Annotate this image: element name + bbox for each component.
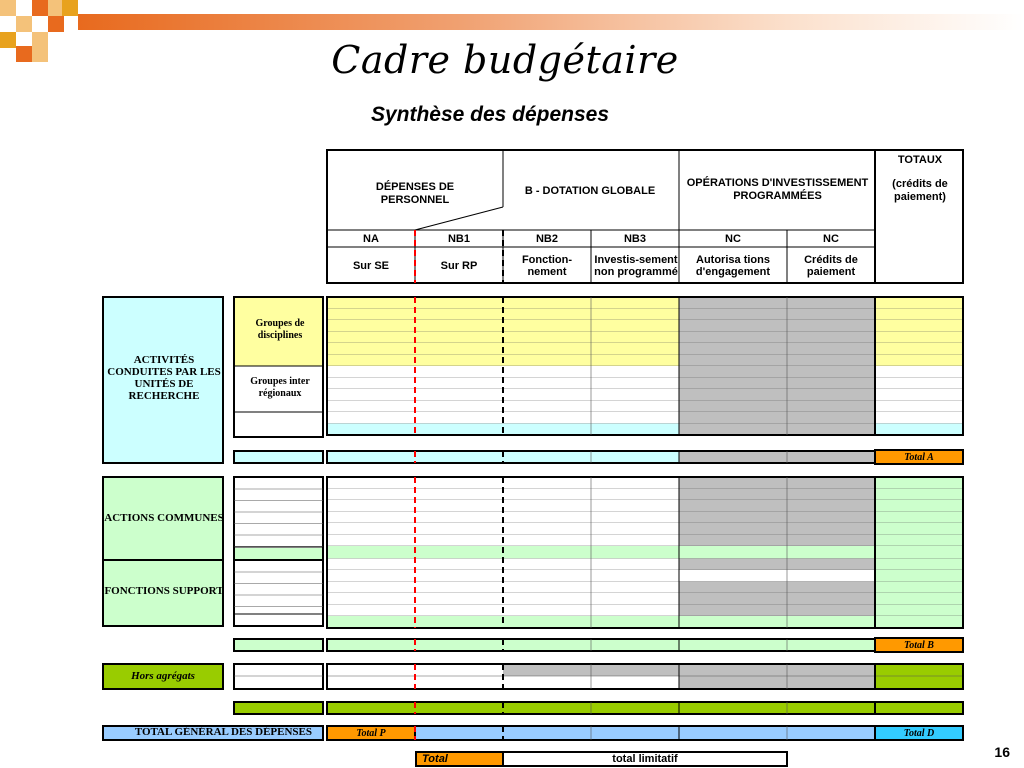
activites-cell xyxy=(787,378,875,390)
activites-cell xyxy=(787,412,875,424)
hors-cell xyxy=(679,676,875,689)
activites-cell xyxy=(679,355,787,367)
activites-cell xyxy=(875,343,963,355)
activites-cell xyxy=(875,355,963,367)
activites-cell xyxy=(787,401,875,413)
activites-cell xyxy=(787,343,875,355)
actions-cell xyxy=(875,570,963,582)
activites-cell xyxy=(679,366,787,378)
activites-cell xyxy=(679,412,787,424)
actions-cell xyxy=(679,582,787,594)
total-general-cell xyxy=(415,726,875,740)
activites-cell xyxy=(875,332,963,344)
actions-cell xyxy=(679,512,787,524)
actions-cell xyxy=(787,605,875,617)
header-personnel: DÉPENSES DE PERSONNEL xyxy=(375,181,455,206)
activites-cell xyxy=(679,343,787,355)
code-nb3: NB3 xyxy=(623,233,646,245)
activites-cell xyxy=(787,309,875,321)
activites-cell xyxy=(787,320,875,332)
slide-subtitle: Synthèse des dépenses xyxy=(370,103,610,126)
activites-cell xyxy=(679,389,787,401)
label-autorisations: Autorisa tions d'engagement xyxy=(695,254,771,278)
actions-cell xyxy=(679,489,787,501)
activites-cell xyxy=(875,366,963,378)
actions-cell xyxy=(679,535,787,547)
header-dotation: B - DOTATION GLOBALE xyxy=(524,184,656,197)
total-b-cell xyxy=(327,639,875,651)
header-totaux-sub: (crédits de paiement) xyxy=(892,178,948,203)
actions-cell xyxy=(875,489,963,501)
code-na: NA xyxy=(363,233,379,245)
actions-cell xyxy=(679,570,787,582)
actions-cell xyxy=(679,500,787,512)
actions-cell xyxy=(875,559,963,571)
subcat-groupes-inter: Groupes inter régionaux xyxy=(250,376,310,399)
actions-cell xyxy=(875,605,963,617)
activites-cell xyxy=(679,424,787,436)
total-limitatif: total limitatif xyxy=(612,753,678,765)
actions-cell xyxy=(875,500,963,512)
actions-subtotal-left xyxy=(235,548,322,559)
actions-cell xyxy=(875,477,963,489)
hors-left-box xyxy=(234,664,323,689)
activites-cell xyxy=(679,378,787,390)
activites-cell xyxy=(787,389,875,401)
actions-cell xyxy=(679,559,787,571)
actions-cell xyxy=(787,559,875,571)
activites-cell xyxy=(787,332,875,344)
hors-cell xyxy=(503,664,875,676)
activites-cell xyxy=(787,366,875,378)
activites-cell xyxy=(875,309,963,321)
section-activites: ACTIVITÉS CONDUITES PAR LES UNITÉS DE RECHERCHE xyxy=(107,354,221,402)
activites-cell xyxy=(679,297,787,309)
actions-cell xyxy=(875,616,963,628)
total-a-left xyxy=(234,451,323,463)
actions-cell xyxy=(875,535,963,547)
hors-cell xyxy=(875,664,963,689)
green-total-left xyxy=(234,702,323,714)
actions-cell xyxy=(679,593,787,605)
section-fonctions-support: FONCTIONS SUPPORT xyxy=(104,585,224,597)
actions-cell xyxy=(875,512,963,524)
label-fonctionnement: Fonction-nement xyxy=(521,254,573,278)
label-sur-rp: Sur RP xyxy=(440,260,478,272)
activites-cell xyxy=(875,401,963,413)
activites-cell xyxy=(875,424,963,436)
actions-cell xyxy=(679,523,787,535)
section-actions-communes: ACTIONS COMMUNES xyxy=(104,512,224,524)
actions-cell xyxy=(679,616,787,628)
code-nc-ae: NC xyxy=(725,233,741,245)
section-total-general: TOTAL GÉNÉRAL DES DÉPENSES xyxy=(134,726,312,738)
actions-cell xyxy=(787,512,875,524)
total-b-left xyxy=(234,639,323,651)
actions-cell xyxy=(679,477,787,489)
actions-cell xyxy=(787,523,875,535)
total-p: Total P xyxy=(356,727,386,739)
actions-cell xyxy=(787,616,875,628)
code-nc-cp: NC xyxy=(823,233,839,245)
page-number: 16 xyxy=(994,744,1010,760)
actions-cell xyxy=(679,546,787,559)
actions-cell xyxy=(787,477,875,489)
actions-cell xyxy=(787,489,875,501)
label-investissement: Investis-sement non programmé xyxy=(594,254,678,278)
actions-cell xyxy=(679,605,787,617)
activites-cell xyxy=(787,355,875,367)
label-credits: Crédits de paiement xyxy=(804,254,858,278)
subcat-groupes-disciplines: Groupes de disciplines xyxy=(255,318,305,341)
activites-cell xyxy=(787,297,875,309)
activites-cell xyxy=(679,320,787,332)
label-sur-se: Sur SE xyxy=(352,260,390,272)
header-operations: OPÉRATIONS D'INVESTISSEMENT PROGRAMMÉES xyxy=(686,177,869,202)
total-d: Total D xyxy=(903,727,935,739)
code-nb1: NB1 xyxy=(447,233,470,245)
total-a: Total A xyxy=(904,451,934,463)
green-total-cell xyxy=(327,702,963,714)
actions-cell xyxy=(875,546,963,559)
activites-cell xyxy=(679,309,787,321)
actions-cell xyxy=(875,582,963,594)
header-totaux-title: TOTAUX xyxy=(897,153,943,166)
slide-title: Cadre budgétaire xyxy=(331,38,679,82)
activites-cell xyxy=(875,412,963,424)
actions-cell xyxy=(787,546,875,559)
total-b: Total B xyxy=(904,639,934,651)
activites-cell xyxy=(875,320,963,332)
actions-cell xyxy=(875,593,963,605)
actions-cell xyxy=(787,570,875,582)
activites-cell xyxy=(787,424,875,436)
actions-cell xyxy=(787,593,875,605)
activites-cell xyxy=(679,332,787,344)
activites-cell xyxy=(875,389,963,401)
section-hors-agregats: Hors agrégats xyxy=(131,670,195,682)
actions-cell xyxy=(787,500,875,512)
total-final: Total xyxy=(422,753,448,765)
activites-cell xyxy=(875,297,963,309)
actions-cell xyxy=(787,582,875,594)
code-nb2: NB2 xyxy=(535,233,558,245)
total-a-cell xyxy=(679,451,875,463)
actions-cell xyxy=(787,535,875,547)
activites-cell xyxy=(875,378,963,390)
actions-cell xyxy=(875,523,963,535)
activites-cell xyxy=(679,401,787,413)
